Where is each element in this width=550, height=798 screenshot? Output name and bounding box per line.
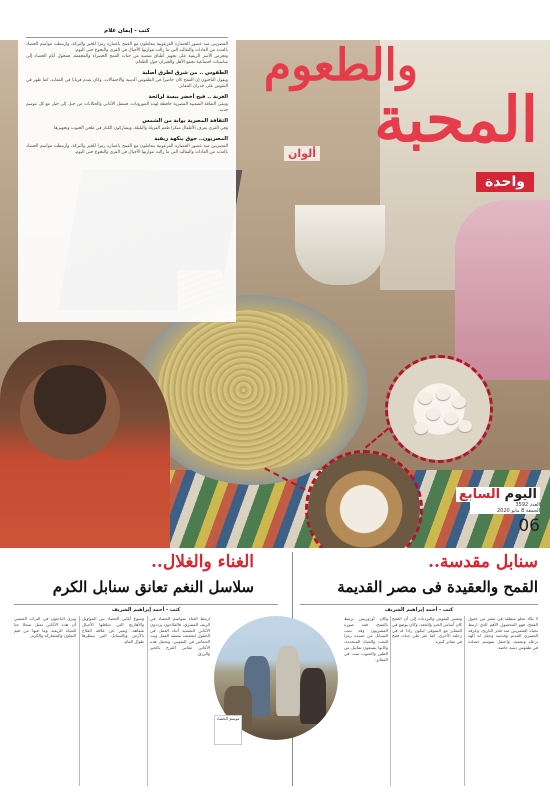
left-story-byline: كتب - أحمد إبراهيم الشريف: [14, 604, 278, 613]
top-article-subhead: الثقافة المصرية بوابة من الشمس: [142, 118, 228, 124]
top-article-subhead: الطقوس .. من شرق لطرق أصلية: [142, 70, 228, 76]
section-masthead: [246, 34, 546, 204]
left-headline-kicker: الغناء والغلال..: [151, 552, 254, 572]
top-article-subhead: الغربة .. فيح أخضر يبسة لرائحة: [148, 94, 228, 100]
left-story-column: ارتبط الغناء بمواسم الحصاد في الريف المصري، فالفلاحون يرددون الأغاني الشعبية أثناء العمل في الحقول لتخفيف مشقة العمل وبث الحماس في النفوس، وتحمل هذه الأغاني معاني الفرح بالخير والرزق.: [150, 616, 210, 656]
logo-word-2: السابع: [458, 487, 501, 502]
column-rule: [79, 616, 80, 786]
dumpling: [426, 408, 440, 420]
top-article-paragraph: وتبقى الثقافة الشعبية المصرية حافظة لهذه الموروثات، فتنتقل الأغاني والحكايات من جيل إلى جيل مع كل موسم جديد.: [26, 102, 228, 113]
issue-date: الجمعة 8 مايو 2020: [470, 508, 540, 514]
photo-caption: موسم الحصاد: [214, 715, 242, 745]
right-story-byline: كتب - أحمد إبراهيم الشريف: [300, 604, 538, 613]
logo-name: [456, 487, 540, 502]
page-number: 06: [518, 516, 540, 536]
top-article-paragraph: ويقول الباحثون إن القمح كان حاضرا في الطقوس الدينية والاحتفالات، وكان يقدم قربانا في المعابد، كما ظهر في النقوش على جدران المقابر.: [26, 78, 228, 89]
right-headline: القمح والعقيدة فى مصر القديمة: [337, 578, 538, 596]
left-story-column: وتتنوع أغاني الحصاد بين المواويل والأهازيج التي تتناقلها الأجيال شفاهة، وتعبر عن علاقة الفلاح بالأرض وبالسنابل التي ينتظرها طوال العام.: [82, 616, 144, 645]
dumpling: [458, 420, 472, 432]
inset-photo-dumplings: [385, 355, 493, 463]
right-story-column: وكان أوزوريس يرتبط بالقمح، فقد صوره المصريون وقد نبتت السنابل من جسده رمزا للبعث والحياة المتجددة، وكانوا يصنعون تماثيل من الطين والحبوب تنبت في المقابر.: [344, 616, 388, 662]
photo-boy-head: [20, 365, 120, 460]
dumplings-plate: [388, 358, 490, 460]
issue-number: العدد 3592: [470, 502, 540, 508]
dumpling: [452, 396, 466, 408]
photo-bucket: [295, 205, 385, 285]
dumpling: [436, 388, 450, 400]
right-story-column: لا تكاد تخلو منطقة في مصر من حقول القمح، فهو المحصول الأهم الذي ارتبط بحياة المصريين منذ فجر التاريخ، وعرفه المصري القديم وقدسه وجعل له آلهة ترعاه وتحميه، واحتفل بموسم حصاده في طقوس دينية خاصة.: [468, 616, 538, 650]
logo-word-1: اليوم: [504, 487, 537, 502]
photo-girl: [455, 200, 550, 380]
newspaper-logo: [400, 483, 540, 536]
left-headline: سلاسل النغم تعانق سنابل الكرم: [52, 578, 254, 596]
top-article: [18, 22, 236, 322]
photo-person: [300, 668, 326, 724]
masthead-title-main: المحبة: [374, 83, 538, 156]
dumpling: [418, 392, 432, 404]
column-rule: [464, 616, 465, 786]
top-article-paragraph: المصريين منذ عصور الحضارة الفرعونية يتعاملون مع القمح باعتباره رمزا للخير والبركة، وارتبطت مواسم الحصاد بالعديد من العادات والتقاليد التي ما زالت تتوارثها الأجيال في القرى والنجوع حتى اليوم.: [26, 144, 228, 155]
top-article-paragraph: وفي القرى يعرف الأطفال مبكرا طعم الفريك والبليلة، ويشاركون الكبار في طحن الحبوب وتجهيزها.: [52, 126, 228, 131]
column-rule: [390, 616, 391, 786]
photo-grain: [158, 310, 348, 470]
masthead-section-label: ألوان: [284, 146, 320, 161]
photo-person: [276, 646, 300, 716]
masthead-title-secondary: والطعوم: [263, 40, 418, 91]
dumpling: [444, 412, 458, 424]
top-article-paragraph: وتحرص الأسر الريفية على تجهيز أطباق شعبية من حبات القمح الخضراء والمجففة، فتتحول أيام الحصاد إلى مناسبات اجتماعية تجمع الأهل والجيران حول الطعام.: [26, 54, 228, 65]
left-story-column: ويرى الباحثون في التراث الشعبي أن هذه الأغاني تمثل سجلا حيا للحياة الريفية وما فيها من قيم التعاون والمشاركة والكرم.: [14, 616, 76, 639]
top-article-paragraph: المصريين منذ عصور الحضارة الفرعونية يتعاملون مع القمح باعتباره رمزا للخير والبركة، وارتبطت مواسم الحصاد بالعديد من العادات والتقاليد التي ما زالت تتوارثها الأجيال في القرى والنجوع حتى اليوم.: [26, 42, 228, 53]
column-rule: [147, 616, 148, 786]
right-story-column: وتشير النقوش والبرديات إلى أن القمح كان أساس الخبز والجعة، وكان يوضع في المقابر مع المتوفى ليكون زادا له في رحلته الأخرى، كما عثر على حبات قمح في مقابر كثيرة.: [392, 616, 462, 645]
right-headline-kicker: سنابل مقدسة..: [428, 552, 538, 572]
masthead-badge: واحدة: [476, 172, 534, 192]
top-article-byline: كتب - إيمان علام: [26, 28, 228, 38]
dumpling: [414, 422, 428, 434]
top-article-subhead: المصريون.. حوق بنكهة ريفية: [154, 136, 228, 142]
